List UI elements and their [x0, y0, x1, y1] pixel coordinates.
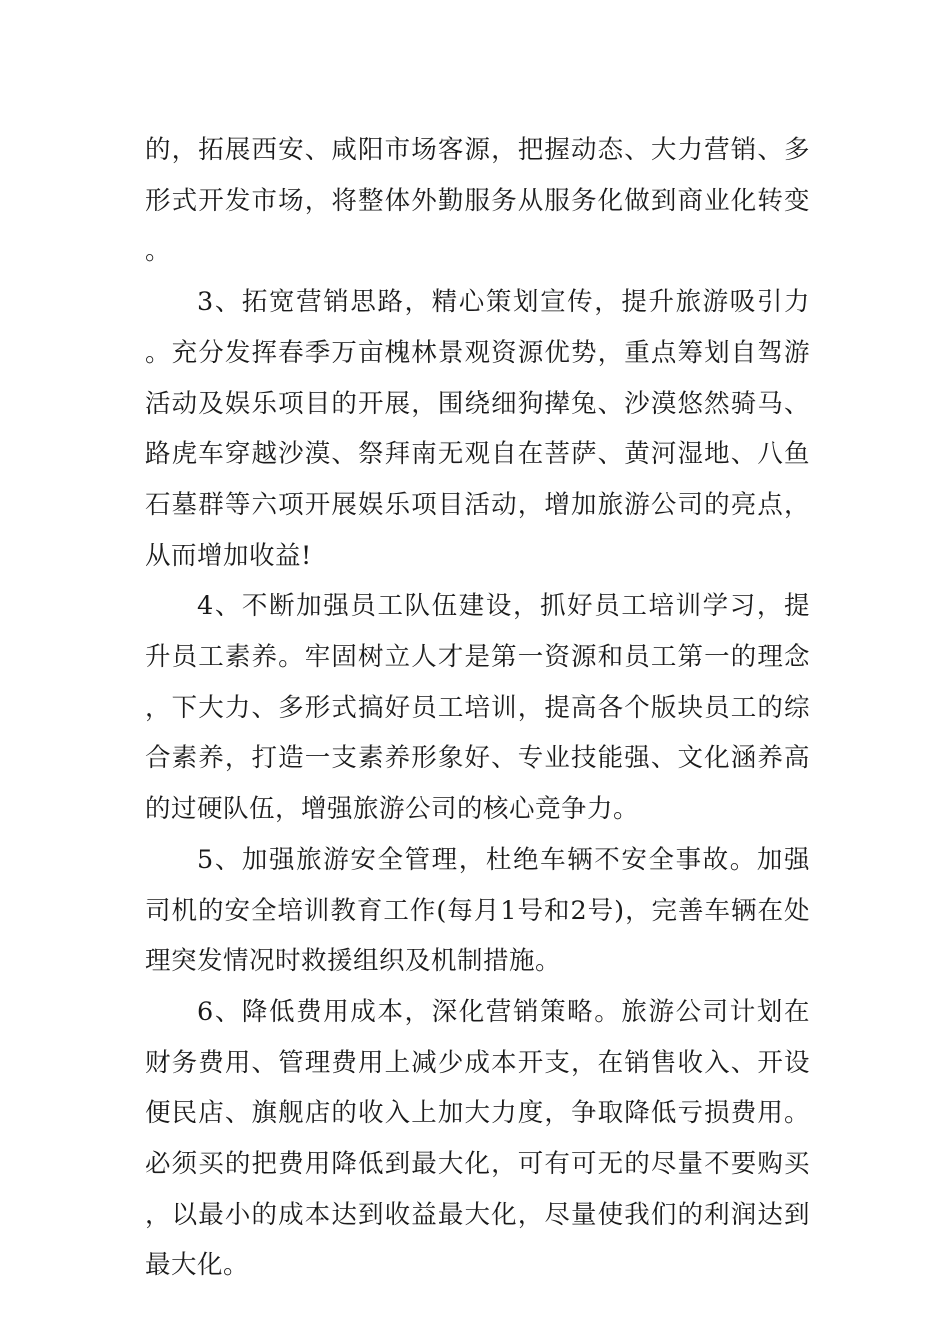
paragraph-item-4: 4、不断加强员工队伍建设，抓好员工培训学习，提升员工素养。牢固树立人才是第一资源和员工第一的理念，下大力、多形式搞好员工培训，提高各个版块员工的综合素养，打造一支素养形象好、专业技能强、文化涵养高的过硬队伍，增强旅游公司的核心竞争力。: [145, 591, 810, 825]
paragraph-item-5: 5、加强旅游安全管理，杜绝车辆不安全事故。加强司机的安全培训教育工作(每月1号和2号)，完善车辆在处理突发情况时救援组织及机制措施。: [145, 844, 810, 977]
document-body: [145, 125, 810, 1291]
paragraph-continuation: 的，拓展西安、咸阳市场客源，把握动态、大力营销、多形式开发市场，将整体外勤服务从服务化做到商业化转变。: [145, 135, 810, 267]
paragraph-item-6: 6、降低费用成本，深化营销策略。旅游公司计划在财务费用、管理费用上减少成本开支，在销售收入、开设便民店、旗舰店的收入上加大力度，争取降低亏损费用。必须买的把费用降低到最大化，可有可无的尽量不要购买，以最小的成本达到收益最大化，尽量使我们的利润达到最大化。: [145, 996, 810, 1281]
paragraph-item-3: 3、拓宽营销思路，精心策划宣传，提升旅游吸引力。充分发挥春季万亩槐林景观资源优势，重点筹划自驾游活动及娱乐项目的开展，围绕细狗撵兔、沙漠悠然骑马、路虎车穿越沙漠、祭拜南无观自在菩萨、黄河湿地、八鱼石墓群等六项开展娱乐项目活动，增加旅游公司的亮点，从而增加收益!: [145, 287, 810, 571]
